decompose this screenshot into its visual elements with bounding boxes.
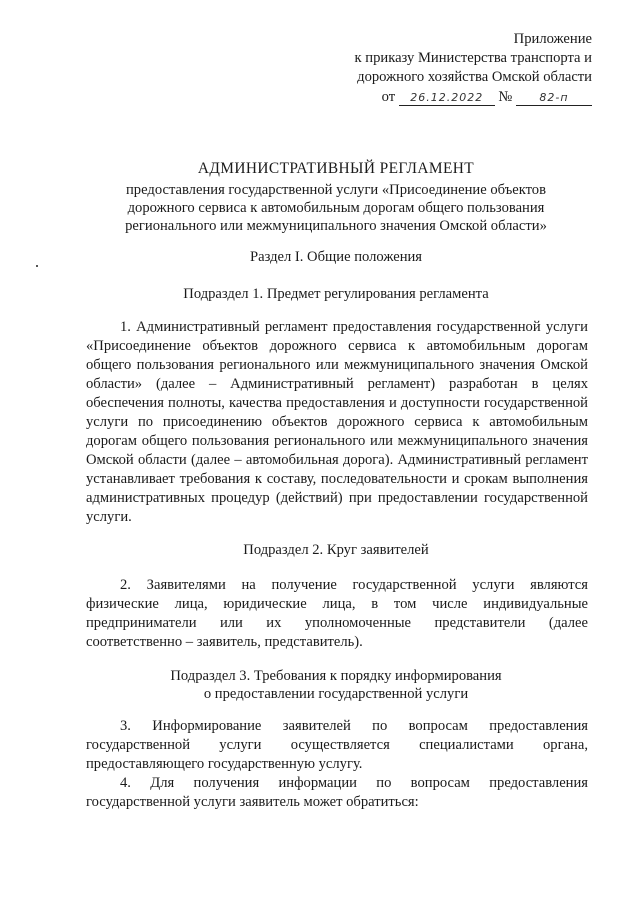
- document-title-block: [86, 160, 586, 235]
- subsection-2-heading: Подраздел 2. Круг заявителей: [243, 542, 429, 558]
- date-prefix: от: [381, 89, 396, 105]
- handwritten-number: 82-п: [516, 91, 592, 106]
- paragraph-4: [86, 774, 588, 812]
- subsection-3-heading-line-1: Подраздел 3. Требования к порядку информирования: [170, 668, 502, 684]
- paragraph-2-text: 2. Заявителями на получение государственной услуги являются физические лица, юридические лица, в том числе индивидуальные предприниматели или их уполномоченные представители (далее соответственно – заявитель, представитель).: [86, 577, 588, 650]
- subsection-1-heading: Подраздел 1. Предмет регулирования регламента: [183, 286, 489, 302]
- paragraph-4-text: 4. Для получения информации по вопросам предоставления государственной услуги заявитель может обратиться:: [86, 775, 588, 810]
- section-1-heading: Раздел I. Общие положения: [249, 249, 423, 265]
- appendix-block: [332, 30, 592, 107]
- appendix-date-number-line: [332, 88, 592, 107]
- document-subtitle-line-1: предоставления государственной услуги «Присоединение объектов: [126, 182, 546, 198]
- paragraph-1-text: 1. Административный регламент предоставления государственной услуги «Присоединение объектов дорожного сервиса к автомобильным дорогам общего пользования регионального или межмуниципального значения Омской области» (далее – Административный регламент) разработан в целях обеспечения полноты, качества предоставления и доступности государственной услуги по присоединению объектов дорожного сервиса к автомобильным дорогам общего пользования регионального или межмуниципального значения Омской области (далее – автомобильная дорога). Административный регламент устанавливает требования к составу, последовательности и срокам выполнения административных процедур (действий) при предоставлении государственной услуги.: [86, 319, 588, 525]
- paragraph-1: [86, 318, 588, 527]
- subsection-3-heading-line-2: о предоставлении государственной услуги: [203, 686, 469, 702]
- paragraph-2: [86, 576, 588, 652]
- appendix-ministry-line: дорожного хозяйства Омской области: [357, 69, 592, 85]
- paragraph-3: [86, 717, 588, 774]
- handwritten-date: 26.12.2022: [399, 91, 495, 106]
- document-title: АДМИНИСТРАТИВНЫЙ РЕГЛАМЕНТ: [197, 160, 475, 177]
- appendix-label: Приложение: [513, 31, 592, 47]
- document-subtitle-line-2: дорожного сервиса к автомобильным дорогам общего пользования: [127, 200, 545, 216]
- document-subtitle-line-3: регионального или межмуниципального значения Омской области»: [125, 218, 547, 234]
- paragraph-3-text: 3. Информирование заявителей по вопросам предоставления государственной услуги осуществляется специалистами органа, предоставляющего государственную услугу.: [86, 718, 588, 772]
- number-prefix: №: [498, 89, 513, 105]
- appendix-order-line: к приказу Министерства транспорта и: [354, 50, 592, 66]
- subsection-3-heading: [86, 667, 586, 703]
- margin-dot: [36, 265, 38, 267]
